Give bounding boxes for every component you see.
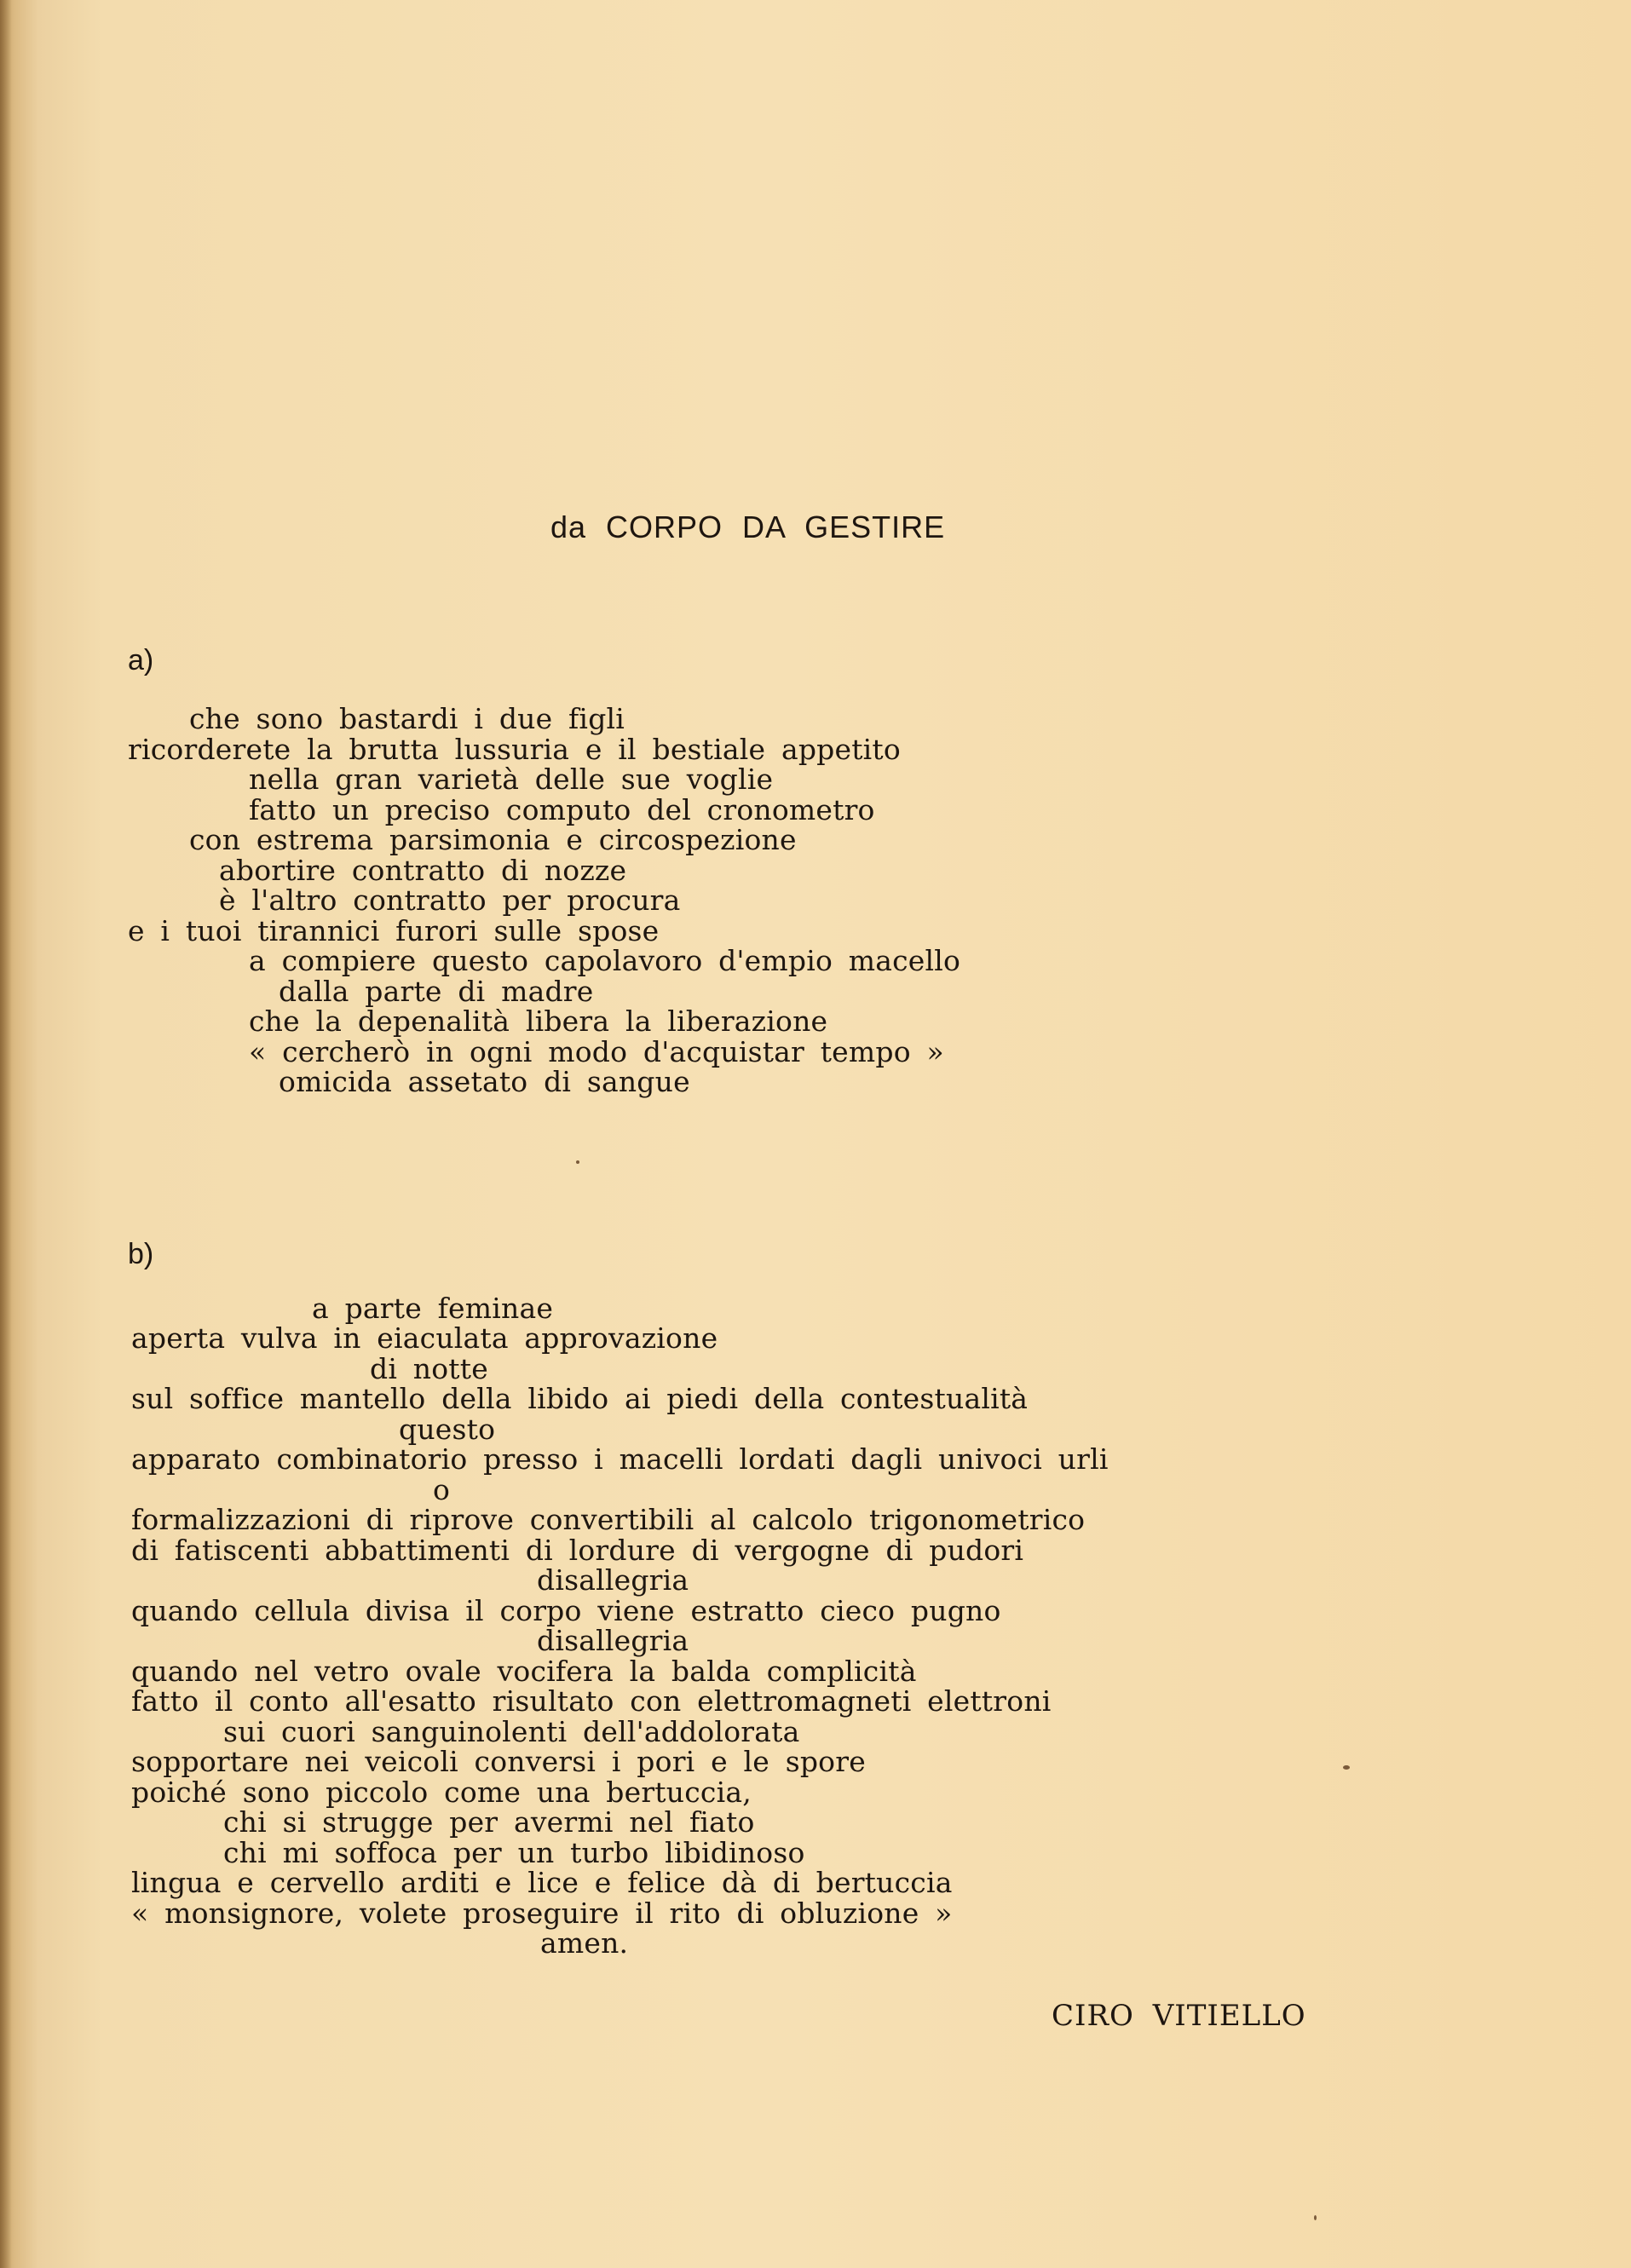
page-spine-shadow <box>0 0 12 2268</box>
poem-line: e i tuoi tirannici furori sulle spose <box>128 914 660 947</box>
poem-line: o <box>433 1473 451 1506</box>
poem-line: ricorderete la brutta lussuria e il bestiale appetito <box>128 733 901 766</box>
section-b-label: b) <box>128 1238 154 1270</box>
poem-line: sopportare nei veicoli conversi i pori e le spore <box>131 1745 866 1778</box>
paper-speck <box>576 1160 579 1164</box>
poem-line: che la depenalità libera la liberazione <box>249 1004 828 1038</box>
poem-line: quando nel vetro ovale vocifera la balda complicità <box>131 1655 917 1688</box>
poem-line: questo <box>399 1413 496 1446</box>
section-a-label: a) <box>128 644 154 676</box>
poem-line: fatto il conto all'esatto risultato con elettromagneti elettroni <box>131 1684 1052 1718</box>
poem-line: chi si strugge per avermi nel fiato <box>223 1805 755 1839</box>
poem-line: a compiere questo capolavoro d'empio macello <box>249 944 961 977</box>
poem-line: apparato combinatorio presso i macelli lordati dagli univoci urli <box>131 1442 1109 1476</box>
poem-line: amen. <box>540 1926 629 1960</box>
poem-line: poiché sono piccolo come una bertuccia, <box>131 1776 752 1809</box>
poem-line: lingua e cervello arditi e lice e felice dà di bertuccia <box>131 1866 953 1899</box>
poem-line: chi mi soffoca per un turbo libidinoso <box>223 1836 805 1869</box>
poem-title: da CORPO DA GESTIRE <box>550 509 946 544</box>
poem-line: è l'altro contratto per procura <box>219 884 681 917</box>
poem-line: con estrema parsimonia e circospezione <box>189 823 797 856</box>
poem-line: omicida assetato di sangue <box>279 1065 690 1098</box>
poem-line: di notte <box>370 1352 488 1385</box>
poem-line: aperta vulva in eiaculata approvazione <box>131 1321 718 1355</box>
poem-line: « cercherò in ogni modo d'acquistar tempo » <box>249 1035 944 1068</box>
poem-line: dalla parte di madre <box>279 975 594 1008</box>
poem-line: « monsignore, volete proseguire il rito di obluzione » <box>131 1897 953 1930</box>
poem-line: sui cuori sanguinolenti dell'addolorata <box>223 1715 800 1748</box>
poem-line: fatto un preciso computo del cronometro <box>249 793 875 826</box>
poem-line: di fatiscenti abbattimenti di lordure di vergogne di pudori <box>131 1534 1024 1567</box>
poem-line: disallegria <box>537 1563 689 1597</box>
poem-line: abortire contratto di nozze <box>219 854 627 887</box>
poem-line: disallegria <box>537 1624 689 1657</box>
poem-line: a parte feminae <box>312 1292 554 1325</box>
poem-line: nella gran varietà delle sue voglie <box>249 763 774 796</box>
poem-line: formalizzazioni di riprove convertibili al calcolo trigonometrico <box>131 1503 1086 1536</box>
poem-line: quando cellula divisa il corpo viene estratto cieco pugno <box>131 1594 1001 1627</box>
author-signature: CIRO VITIELLO <box>1052 1999 1306 2033</box>
paper-speck <box>1343 1765 1350 1770</box>
paper-speck <box>1314 2215 1317 2220</box>
poem-line: che sono bastardi i due figli <box>189 702 625 735</box>
poem-line: sul soffice mantello della libido ai piedi della contestualità <box>131 1382 1029 1415</box>
